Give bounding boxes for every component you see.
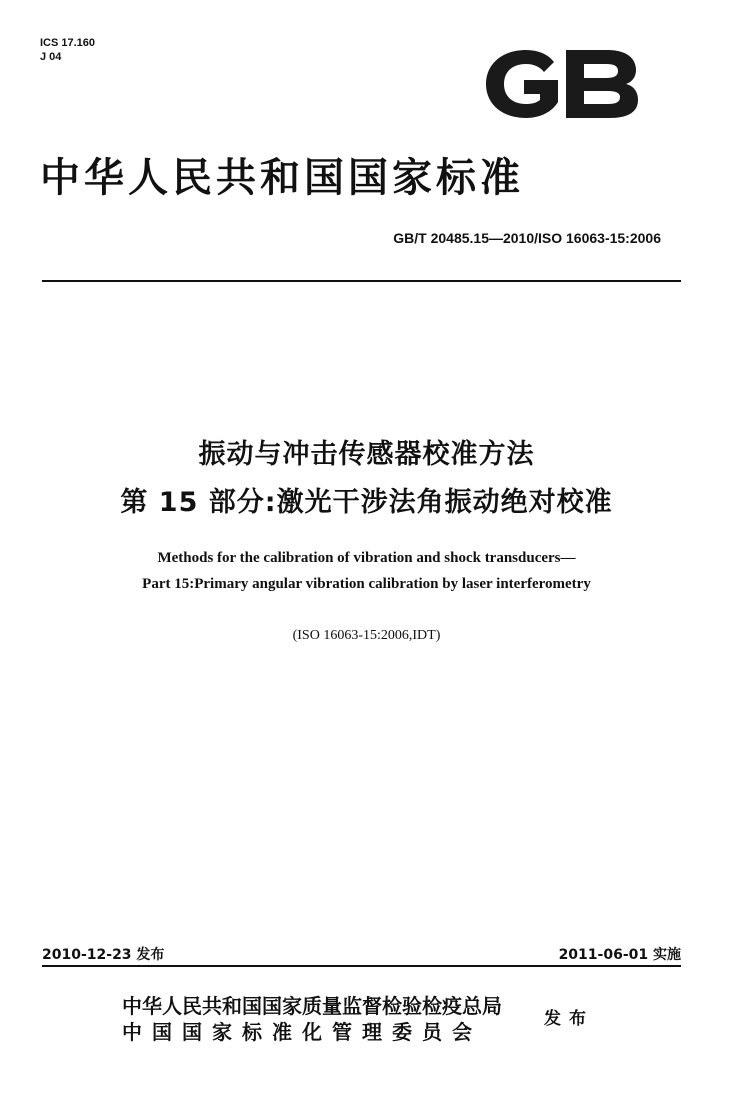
header-divider	[42, 280, 681, 282]
publisher-sac: 中国国家标准化管理委员会	[122, 1020, 482, 1044]
publisher-aqsiq: 中华人民共和国国家质量监督检验检疫总局	[122, 994, 502, 1018]
ccs-code: J 04	[40, 51, 62, 63]
ics-codes	[40, 36, 95, 64]
issue-date: 2010-12-23 发布	[42, 947, 165, 963]
footer-divider	[42, 965, 681, 967]
country-standard-title: 中华人民共和国国家标准	[40, 155, 524, 201]
publish-label: 发布	[544, 1009, 594, 1029]
iso-reference: (ISO 16063-15:2006,IDT)	[292, 628, 441, 643]
standard-number: GB/T 20485.15—2010/ISO 16063-15:2006	[393, 230, 661, 246]
title-en-line1: Methods for the calibration of vibration and shock transducers—	[157, 550, 576, 566]
title-en-line2: Part 15:Primary angular vibration calibration by laser interferometry	[142, 576, 591, 592]
ics-code: ICS 17.160	[40, 37, 96, 49]
title-zh-line2: 第 15 部分:激光干涉法角振动绝对校准	[120, 487, 613, 518]
implementation-date: 2011-06-01 实施	[558, 947, 681, 963]
gb-logo-icon	[482, 46, 642, 122]
title-zh-line1: 振动与冲击传感器校准方法	[198, 439, 535, 470]
